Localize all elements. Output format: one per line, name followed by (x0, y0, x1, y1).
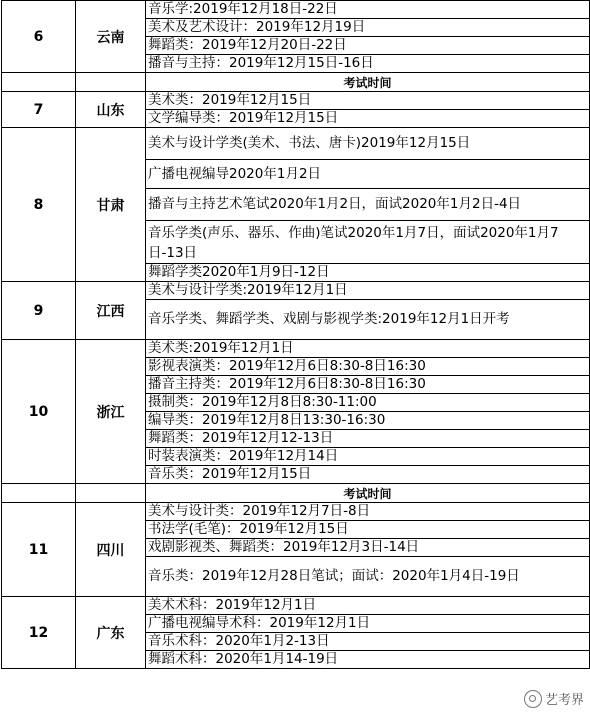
exam-item: 美术术科：2019年12月1日 (146, 597, 590, 615)
watermark-text: 艺考界 (544, 693, 584, 708)
province-name: 四川 (76, 503, 146, 597)
table-row (2, 503, 590, 521)
table-row (2, 340, 590, 358)
exam-item: 美术与设计类：2019年12月7日-8日 (146, 503, 590, 521)
exam-item: 美术与设计学类:2019年12月1日 (146, 282, 590, 300)
exam-item: 美术与设计学类(美术、书法、唐卡)2019年12月15日 (146, 128, 590, 160)
exam-time-header: 考试时间 (146, 484, 590, 503)
row-number: 6 (2, 1, 76, 73)
exam-item: 美术及艺术设计：2019年12月19日 (146, 19, 590, 37)
row-number: 10 (2, 340, 76, 484)
row-number: 9 (2, 282, 76, 340)
exam-item: 音乐学:2019年12月18日-22日 (146, 1, 590, 19)
exam-item: 音乐术科：2020年1月2-13日 (146, 633, 590, 651)
province-name: 云南 (76, 1, 146, 73)
exam-item: 美术类：2019年12月15日 (146, 92, 590, 110)
exam-item: 舞蹈类：2019年12月12-13日 (146, 430, 590, 448)
province-name: 浙江 (76, 340, 146, 484)
exam-item: 时装表演类：2019年12月14日 (146, 448, 590, 466)
province-name: 江西 (76, 282, 146, 340)
table-row (2, 282, 590, 300)
table-row (2, 92, 590, 110)
exam-item: 播音与主持艺术笔试2020年1月2日，面试2020年1月2日-4日 (146, 189, 590, 221)
exam-item: 美术类:2019年12月1日 (146, 340, 590, 358)
wechat-channel-icon (524, 690, 542, 708)
row-number: 7 (2, 92, 76, 128)
exam-item: 音乐学类(声乐、器乐、作曲)笔试2020年1月7日，面试2020年1月7日-13日 (146, 221, 590, 264)
exam-item: 文学编导类：2019年12月15日 (146, 110, 590, 128)
table-row (2, 128, 590, 160)
exam-item: 广播电视编导2020年1月2日 (146, 160, 590, 189)
exam-item: 音乐类：2019年12月15日 (146, 466, 590, 484)
exam-item: 广播电视编导术科：2019年12月1日 (146, 615, 590, 633)
exam-item: 摄制类：2019年12月8日8:30-11:00 (146, 394, 590, 412)
exam-item: 影视表演类：2019年12月6日8:30-8日16:30 (146, 358, 590, 376)
exam-item: 播音主持类：2019年12月6日8:30-8日16:30 (146, 376, 590, 394)
exam-item: 舞蹈学类2020年1月9日-12日 (146, 264, 590, 282)
exam-item: 编导类：2019年12月8日13:30-16:30 (146, 412, 590, 430)
exam-schedule-table (1, 0, 590, 669)
section-header-row (2, 73, 590, 92)
exam-item: 戏剧影视类、舞蹈类：2019年12月3日-14日 (146, 539, 590, 557)
province-name: 广东 (76, 597, 146, 669)
province-name: 山东 (76, 92, 146, 128)
row-number: 8 (2, 128, 76, 282)
exam-item: 书法学(毛笔)：2019年12月15日 (146, 521, 590, 539)
exam-time-header: 考试时间 (146, 73, 590, 92)
exam-item: 播音与主持：2019年12月15日-16日 (146, 55, 590, 73)
exam-item: 舞蹈术科：2020年1月14-19日 (146, 651, 590, 669)
table-row (2, 597, 590, 615)
watermark (524, 689, 584, 708)
section-header-row (2, 484, 590, 503)
exam-item: 音乐类：2019年12月28日笔试；面试：2020年1月4日-19日 (146, 557, 590, 597)
exam-item: 音乐学类、舞蹈学类、戏剧与影视学类:2019年12月1日开考 (146, 300, 590, 340)
province-name: 甘肃 (76, 128, 146, 282)
row-number: 12 (2, 597, 76, 669)
table-row (2, 1, 590, 19)
row-number: 11 (2, 503, 76, 597)
exam-item: 舞蹈类：2019年12月20日-22日 (146, 37, 590, 55)
